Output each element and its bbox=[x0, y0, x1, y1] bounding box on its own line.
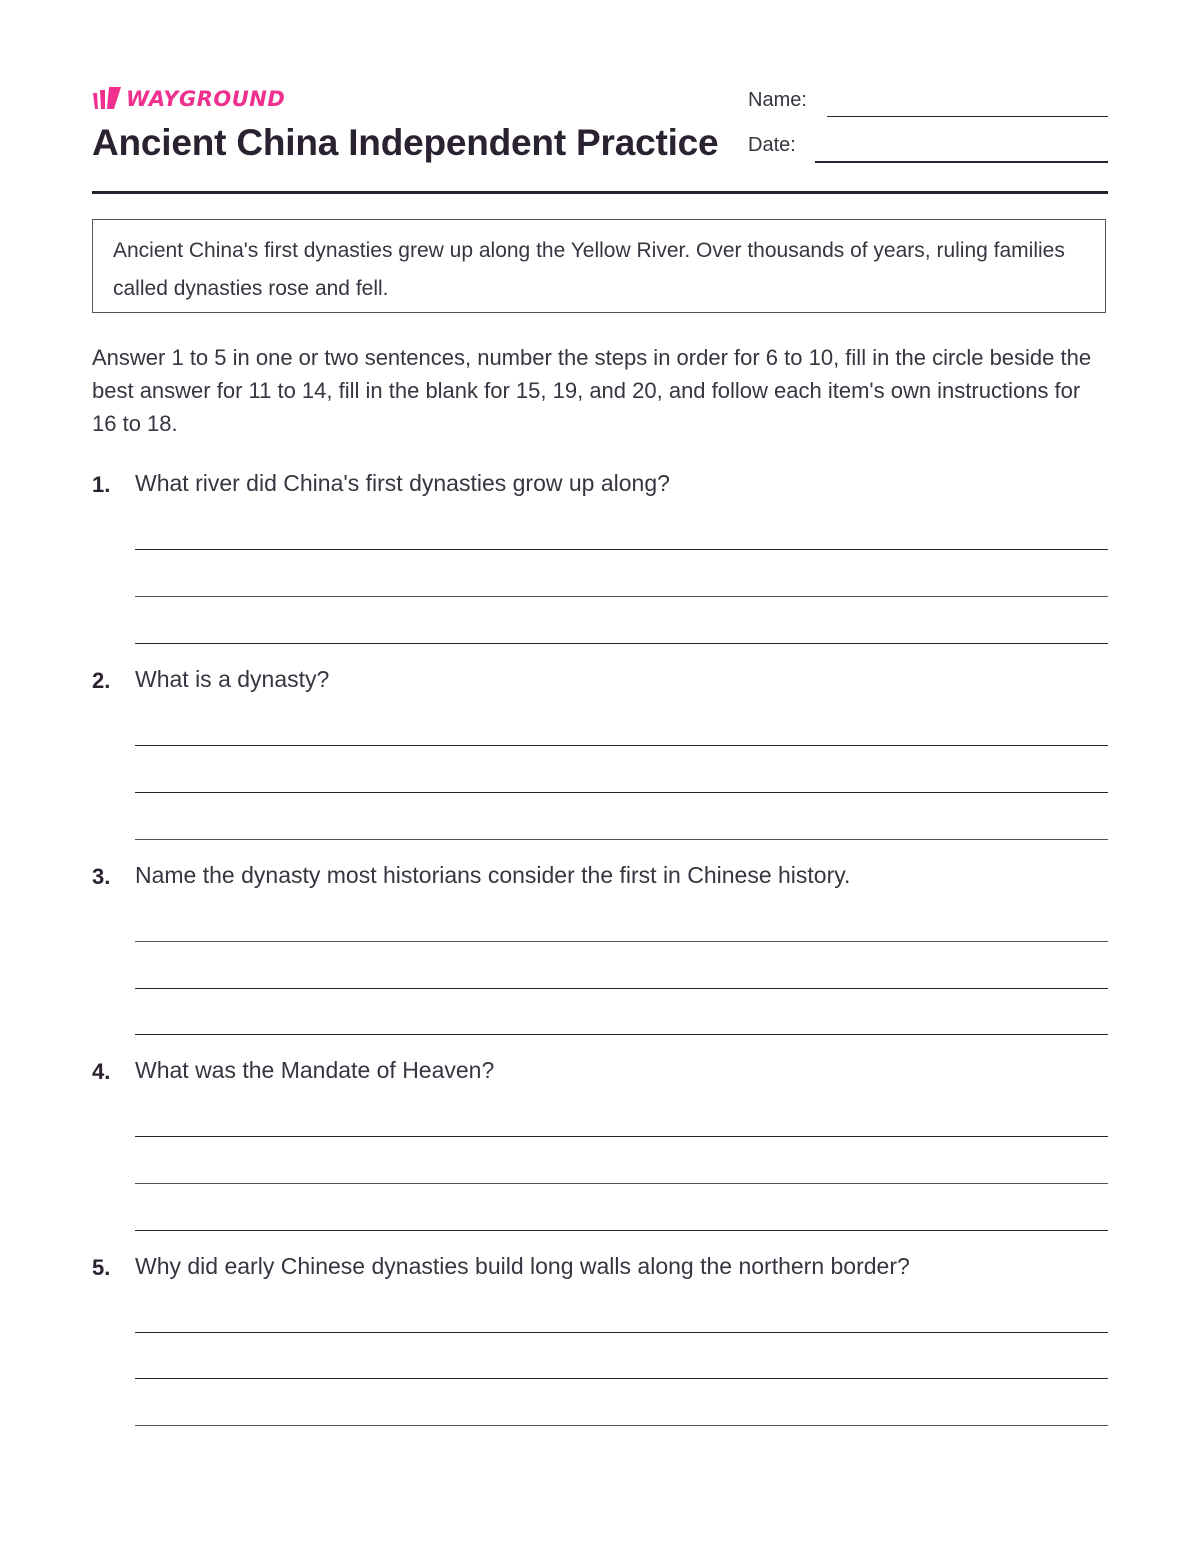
answer-line[interactable] bbox=[135, 1034, 1108, 1035]
question-text: What was the Mandate of Heaven? bbox=[135, 1057, 495, 1083]
question-number: 3. bbox=[92, 864, 111, 889]
intro-box bbox=[92, 219, 1106, 313]
question-text: Why did early Chinese dynasties build long walls along the northern border? bbox=[135, 1253, 910, 1279]
answer-line[interactable] bbox=[135, 839, 1108, 840]
question-number: 4. bbox=[92, 1059, 111, 1084]
header-divider bbox=[92, 191, 1108, 194]
question-number: 1. bbox=[92, 472, 111, 497]
answer-line[interactable] bbox=[135, 1183, 1108, 1184]
answer-line[interactable] bbox=[135, 1136, 1108, 1137]
question-number: 2. bbox=[92, 668, 111, 693]
name-label: Name: bbox=[748, 89, 807, 111]
question-text: What river did China's first dynasties grow up along? bbox=[135, 470, 670, 496]
answer-line[interactable] bbox=[135, 792, 1108, 793]
page-title: Ancient China Independent Practice bbox=[92, 122, 719, 163]
answer-line[interactable] bbox=[135, 988, 1108, 989]
wayground-logo-icon bbox=[92, 87, 122, 111]
answer-line[interactable] bbox=[135, 643, 1108, 644]
brand-name: WAYGROUND bbox=[126, 87, 286, 111]
answer-line[interactable] bbox=[135, 1378, 1108, 1379]
question-text: What is a dynasty? bbox=[135, 666, 330, 692]
date-field[interactable] bbox=[815, 161, 1108, 163]
question-number: 5. bbox=[92, 1255, 111, 1280]
question-text: Name the dynasty most historians consider the first in Chinese history. bbox=[135, 862, 851, 888]
answer-line[interactable] bbox=[135, 549, 1108, 550]
answer-line[interactable] bbox=[135, 941, 1108, 942]
answer-line[interactable] bbox=[135, 1425, 1108, 1426]
answer-line[interactable] bbox=[135, 1230, 1108, 1231]
intro-text: Ancient China's first dynasties grew up along the Yellow River. Over thousands of years, ruling families called dynasties rose and fell. bbox=[113, 239, 1065, 300]
date-label: Date: bbox=[748, 134, 796, 156]
instructions-text: Answer 1 to 5 in one or two sentences, number the steps in order for 6 to 10, fill in the circle beside the best answer for 11 to 14, fill in the blank for 15, 19, and 20, and follow each item's own instructions for 16 to 18. bbox=[92, 345, 1092, 436]
brand-logo bbox=[92, 86, 285, 112]
answer-line[interactable] bbox=[135, 1332, 1108, 1333]
answer-line[interactable] bbox=[135, 745, 1108, 746]
name-field[interactable] bbox=[827, 116, 1108, 117]
answer-line[interactable] bbox=[135, 596, 1108, 597]
